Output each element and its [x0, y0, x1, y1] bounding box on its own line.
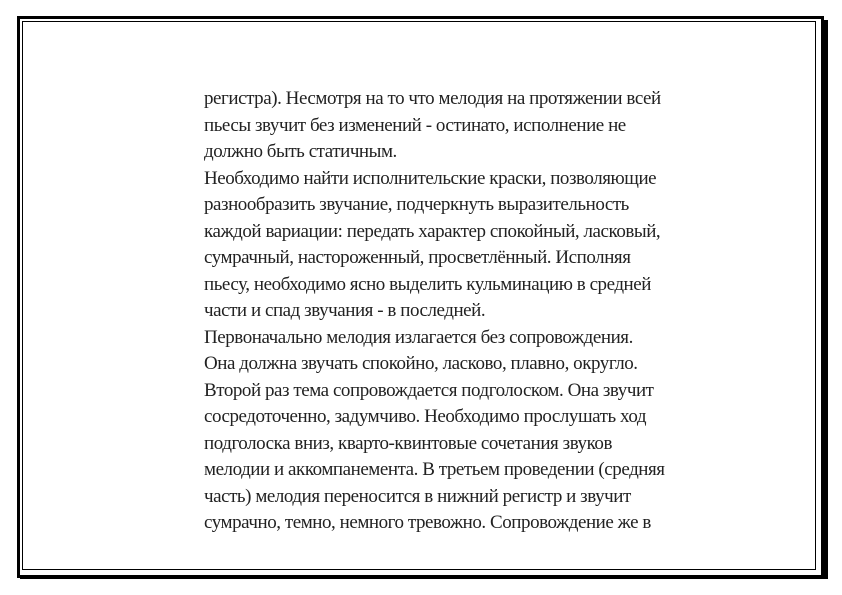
text-line: пьесы звучит без изменений - остинато, исполнение не [204, 114, 626, 136]
text-line: Она должна звучать спокойно, ласково, плавно, округло. [204, 353, 638, 374]
text-line: Второй раз тема сопровождается подголоском. Она звучит [204, 379, 654, 401]
text-line: Необходимо найти исполнительские краски, позволяющие [204, 167, 657, 189]
text-line: части и спад звучания - в последней. [204, 300, 486, 321]
text-line: часть) мелодия переносится в нижний регистр и звучит [204, 485, 631, 507]
text-line: сумрачный, настороженный, просветлённый. Исполняя [204, 247, 631, 268]
text-line: мелодии и аккомпанемента. В третьем проведении (средняя [204, 459, 665, 480]
text-line: разнообразить звучание, подчеркнуть выразительность [204, 194, 629, 215]
text-line: регистра). Несмотря на то что мелодия на протяжении всей [204, 88, 661, 109]
page-frame-shadow-bottom [20, 575, 828, 579]
text-line: пьесу, необходимо ясно выделить кульминацию в средней [204, 273, 651, 295]
text-line: подголоска вниз, кварто-квинтовые сочетания звуков [204, 432, 612, 454]
text-line: сосредоточенно, задумчиво. Необходимо прослушать ход [204, 406, 647, 427]
text-line: должно быть статичным. [204, 141, 397, 162]
page-frame-shadow-right [824, 20, 828, 578]
text-line: сумрачно, темно, немного тревожно. Сопровождение же в [204, 512, 651, 533]
text-line: каждой вариации: передать характер спокойный, ласковый, [204, 220, 661, 242]
text-line: Первоначально мелодия излагается без сопровождения. [204, 326, 633, 348]
document-body [204, 86, 744, 537]
